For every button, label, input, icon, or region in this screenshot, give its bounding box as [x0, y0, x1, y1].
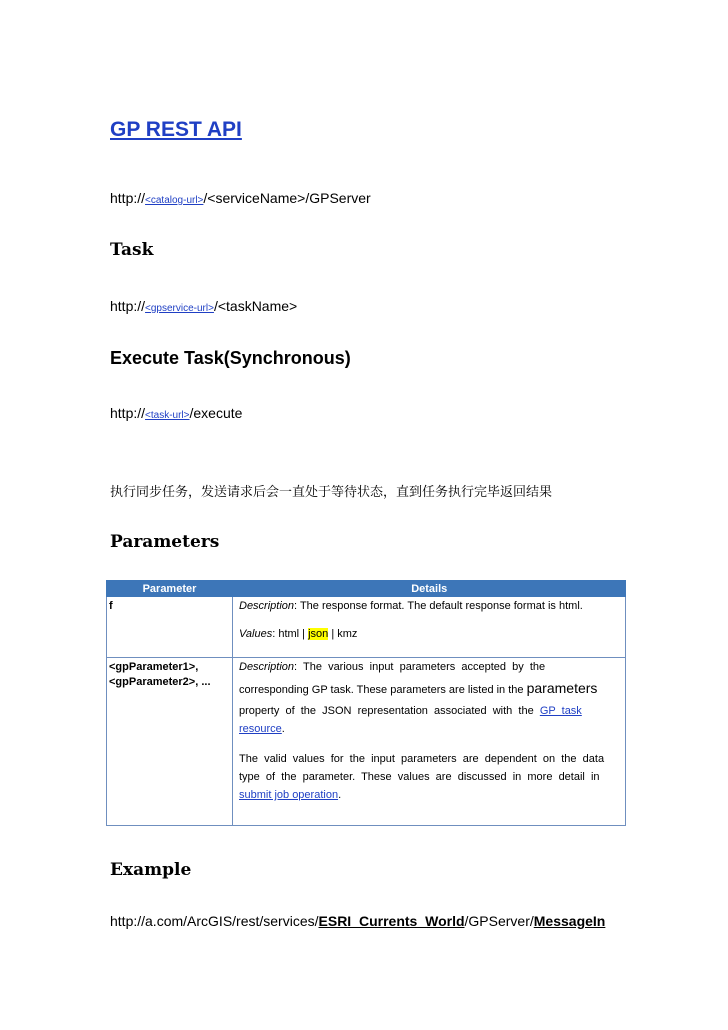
- task-heading: Task: [110, 240, 154, 260]
- url-prefix: http://: [110, 298, 146, 314]
- values-label: Values: [239, 628, 273, 640]
- parameters-table: [106, 580, 626, 826]
- valid-line-3: [239, 788, 621, 803]
- param-name: f: [109, 600, 113, 612]
- gp-task-link[interactable]: GP task: [539, 705, 582, 717]
- parameters-keyword: parameters: [526, 680, 598, 696]
- table-row: [107, 658, 626, 826]
- param-name-cell: [107, 658, 233, 826]
- url-prefix: http://: [110, 405, 146, 421]
- param-name-2: <gpParameter2>, ...: [109, 676, 211, 688]
- description-end: .: [281, 723, 285, 735]
- description-line-4: [239, 722, 621, 737]
- valid-end: .: [338, 789, 342, 801]
- url-prefix: http://: [110, 190, 146, 206]
- description-text-1: : The various input parameters accepted by the: [294, 661, 546, 673]
- example-url-1: http://a.com/ArcGIS/rest/services/: [110, 913, 319, 929]
- task-url-link[interactable]: <task-url>: [145, 410, 190, 421]
- execute-url-line: [110, 405, 242, 421]
- example-heading: Example: [110, 860, 192, 880]
- description-line: [239, 599, 621, 614]
- example-url-4: MessageIn: [533, 913, 606, 929]
- column-header-details: Details: [233, 580, 626, 597]
- description-label: Description: [239, 661, 295, 673]
- description-line-3: [239, 704, 621, 719]
- param-details-cell: [233, 597, 626, 658]
- param-name-cell: [107, 597, 233, 658]
- description-cn: 执行同步任务，发送请求后会一直处于等待状态，直到任务执行完毕返回结果: [110, 485, 553, 500]
- url-suffix: /<serviceName>/GPServer: [203, 190, 371, 206]
- example-url-line: [110, 913, 605, 929]
- table-row: [107, 597, 626, 658]
- url-suffix: /<taskName>: [213, 298, 298, 314]
- example-url-3: /GPServer/: [464, 913, 534, 929]
- task-url-line: [110, 298, 297, 314]
- description-label: Description: [239, 600, 295, 612]
- submit-job-link[interactable]: submit job operation: [239, 789, 339, 801]
- url-suffix: /execute: [189, 405, 243, 421]
- column-header-parameter: Parameter: [107, 580, 233, 597]
- description-text-3: property of the JSON representation associated with the: [239, 705, 540, 717]
- resource-link[interactable]: resource: [239, 723, 282, 735]
- description-text: : The response format. The default response format is html.: [294, 600, 583, 612]
- description-line-1: [239, 660, 621, 675]
- catalog-url-link[interactable]: <catalog-url>: [145, 195, 204, 206]
- values-highlight: json: [308, 628, 329, 640]
- execute-heading: Execute Task(Synchronous): [110, 348, 351, 368]
- values-line: [239, 627, 621, 642]
- page-title[interactable]: GP REST API: [110, 118, 242, 141]
- table-header-row: [107, 580, 626, 597]
- values-text: : html |: [272, 628, 309, 640]
- valid-line-1: The valid values for the input parameters are dependent on the data: [239, 753, 605, 765]
- catalog-url-line: [110, 190, 371, 206]
- param-name-1: <gpParameter1>,: [109, 661, 199, 673]
- description-text-2: corresponding GP task. These parameters are listed in the: [239, 684, 527, 696]
- valid-line-2: type of the parameter. These values are discussed in more detail in: [239, 771, 600, 783]
- param-details-cell: [233, 658, 626, 826]
- gpservice-url-link[interactable]: <gpservice-url>: [145, 303, 214, 314]
- values-text-end: | kmz: [328, 628, 358, 640]
- parameters-heading: Parameters: [110, 532, 220, 552]
- example-url-2: ESRI_Currents_World: [318, 913, 465, 929]
- description-line-2: [239, 681, 621, 698]
